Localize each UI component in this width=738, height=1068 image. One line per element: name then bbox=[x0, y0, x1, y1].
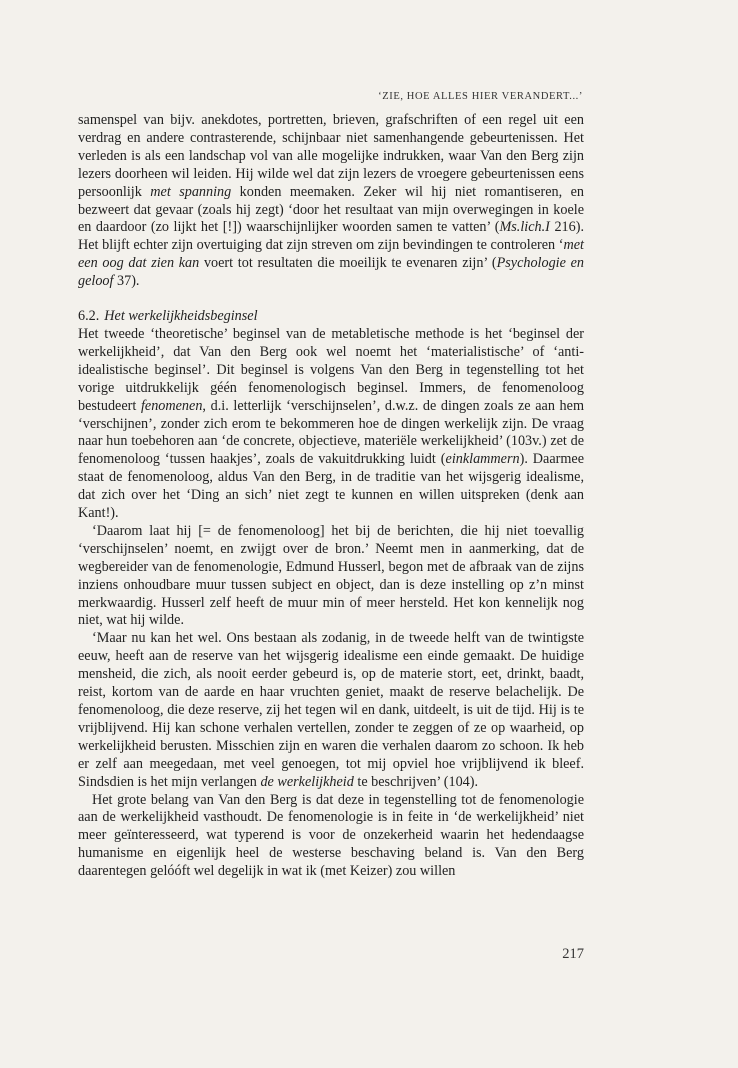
citation-title: Psychologie en geloof bbox=[78, 255, 585, 290]
paragraph-4-emphasis: de werkelijkheid bbox=[260, 773, 354, 790]
running-head: ‘ZIE, HOE ALLES HIER VERANDERT...’ bbox=[378, 91, 583, 102]
paragraph-1 bbox=[78, 112, 584, 291]
paragraph-2 bbox=[78, 326, 584, 523]
paragraph-1-text: konden meemaken. Zeker wil hij niet romantiseren, en bezweert dat gevaar (zoals hij zegt) ‘door het resultaat van mijn overwegingen in koele en daardoor (zo lijkt het [!]) waarschijnlijker woorden samen te vatten’ ( bbox=[78, 183, 584, 236]
paragraph-1-text: voert tot resultaten die moeilijk te evenaren zijn’ ( bbox=[199, 255, 497, 272]
paragraph-1-text: samenspel van bijv. anekdotes, portretten, brieven, grafschriften of een regel uit een verdrag en andere contrasterende, schijnbaar niet samenhangende gebeurtenissen. Het verleden is als een landschap vol van alle mogelijke indrukken, waar Van den Berg zijn lezers doorheen wil leiden. Hij wilde wel dat zijn lezers de vroegere gebeurtenissen eens persoonlijk bbox=[78, 112, 584, 200]
paragraph-5: Het grote belang van Van den Berg is dat deze in tegenstelling tot de fenomenologie aan de werkelijkheid vasthoudt. De fenomenologie is in feite in ‘de werkelijkheid’ niet meer geïnteresseerd, wat typerend is voor de onzekerheid waarin het hedendaagse humanisme en eigenlijk heel de westerse beschaving beland is. Van den Berg daarentegen gelóóft wel degelijk in wat ik (met Keizer) zou willen bbox=[78, 791, 584, 880]
page-number: 217 bbox=[562, 946, 584, 962]
paragraph-1-text: 37). bbox=[113, 273, 140, 290]
citation-title: Ms.lich.I bbox=[499, 219, 550, 236]
paragraph-4-text: ‘Maar nu kan het wel. Ons bestaan als zodanig, in de tweede helft van de twintigste eeuw, heeft aan de reserve van het wijsgerig idealisme een einde gemaakt. De huidige mensheid, die zich, als nooit eerder gebeurd is, op de materie stort, eet, drinkt, baadt, reist, kortom van de aarde en haar vruchten geniet, maakt de reserve belachelijk. De fenomenoloog, die deze reserve, zij het tegen wil en dank, uitdeelt, is uit de tijd. Hij is te vrijblijvend. Hij kan schone verhalen vertellen, zonder te zeggen of ze op waarheid, op werkelijkheid berusten. Misschien zijn en waren die verhalen daarom zo schoon. Ik heb er zelf aan meegedaan, met veel genoegen, tot mij opviel hoe vrijblijvend ik bleef. Sindsdien is het mijn verlangen bbox=[78, 630, 584, 790]
paragraph-1-text: 216). Het blijft echter zijn overtuiging dat zijn streven om zijn bevindingen te controleren ‘ bbox=[78, 219, 584, 254]
paragraph-4 bbox=[78, 630, 584, 791]
section-number: 6.2. bbox=[78, 308, 100, 325]
paragraph-2-text: , d.i. letterlijk ‘verschijnselen’, d.w.z. de dingen zoals ze aan hem ‘verschijnen’, zonder zich erom te bekommeren hoe de dingen werkelijk zijn. De vraag naar hun toebehoren aan ‘de concrete, objectieve, materiële werkelijkheid’ (103v.) zet de fenomenoloog ‘tussen haakjes’, zoals de vakuitdrukking luidt ( bbox=[78, 397, 584, 468]
quotation-emphasis: met een oog dat zien kan bbox=[78, 237, 584, 272]
body-text bbox=[78, 112, 584, 881]
paragraph-1-emphasis: met spanning bbox=[150, 183, 232, 200]
paragraph-2-emphasis: fenomenen bbox=[140, 397, 203, 414]
section-heading bbox=[78, 308, 584, 326]
section-title: Het werkelijkheidsbeginsel bbox=[104, 308, 258, 325]
paragraph-4-text: te beschrijven’ (104). bbox=[353, 773, 479, 790]
paragraph-3: ‘Daarom laat hij [= de fenomenoloog] het bij de berichten, die hij niet toevallig ‘verschijnselen’ noemt, en zwijgt over de bron.’ Neemt men in aanmerking, dat de wegbereider van de fenomenologie, Edmund Husserl, begon met de afbraak van de zijns inziens onhoudbare muur tussen subject en object, dan is deze instelling op z’n minst merkwaardig. Husserl zelf heeft de muur min of meer hersteld. Het kon kennelijk nog niet, wat hij wilde. bbox=[78, 522, 584, 629]
paragraph-2-text: Het tweede ‘theoretische’ beginsel van de metabletische methode is het ‘beginsel der werkelijkheid’, dat Van den Berg ook wel noemt het ‘materialistische’ of ‘anti-idealistische beginsel’. Dit beginsel is volgens Van den Berg in tegenstelling tot het vorige uitdrukkelijk géén fenomenologisch beginsel. Immers, de fenomenoloog bestudeert bbox=[78, 325, 584, 414]
paragraph-2-text: ). Daarmee staat de fenomenoloog, aldus Van den Berg, in de traditie van het wijsgerig idealisme, dat zich over het ‘Ding an sich’ niet zegt te kunnen en willen uitspreken (denk aan Kant!). bbox=[78, 451, 584, 522]
paragraph-2-emphasis: einklammern bbox=[445, 451, 520, 468]
